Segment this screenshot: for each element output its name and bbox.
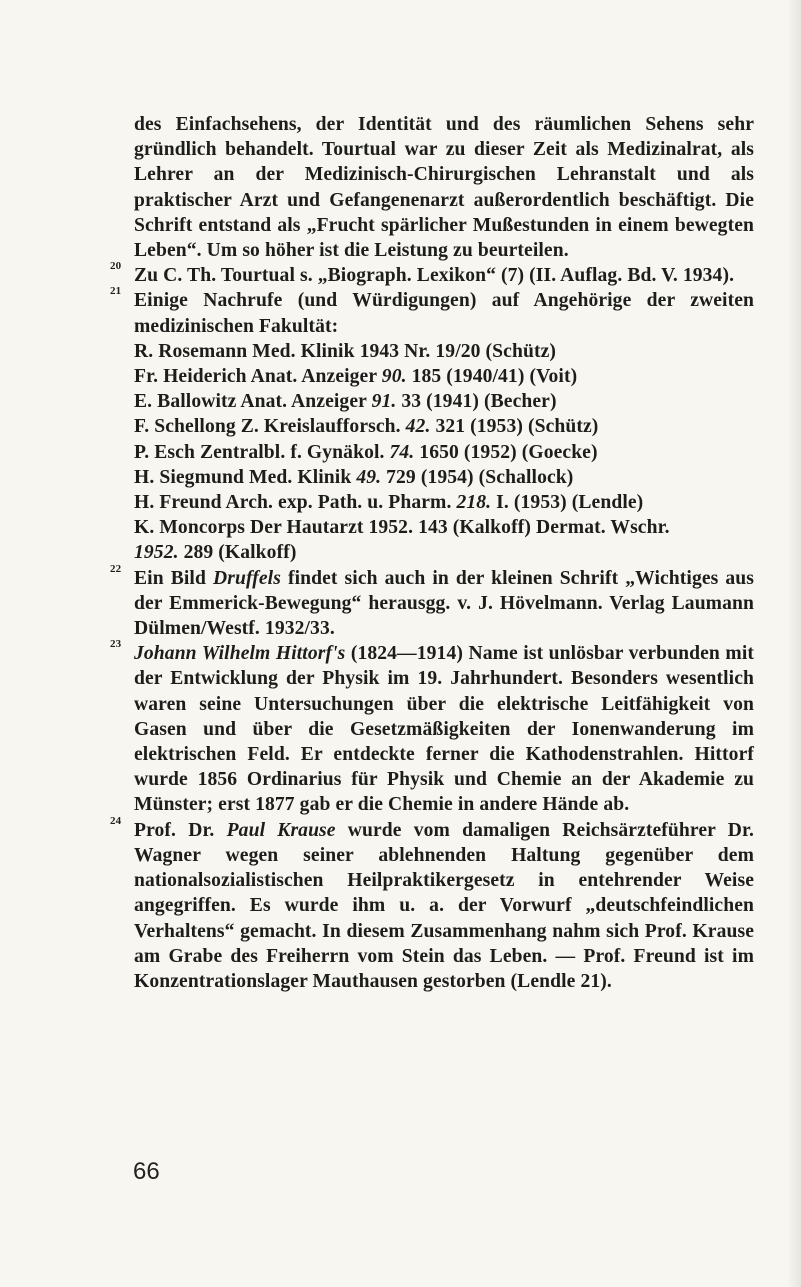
footnote-20 [110,260,754,288]
footnote-number: 22 [110,562,122,575]
reference-line: P. Esch Zentralbl. f. Gynäkol. 74. 1650 (1952) (Goecke) [134,441,598,463]
footnote-24: 24 Prof. Dr. Paul Krause wurde vom damaligen Reichsärzteführer Dr. Wagner wegen seiner ablehnenden Haltung gegenüber dem nationalsozialistischen Heilpraktikergesetz in entehrender Weise angegriffen. Es wurde ihm u. a. der Vorwurf „deutschfeindlichen Verhaltens“ gemacht. In diesem Zusammenhang nahm sich Prof. Krause am Grabe des Freiherrn vom Stein das Leben. — Prof. Freund ist im Konzentrationslager Mauthausen gestorben (Lendle 21). [110,814,754,992]
reference-line: Fr. Heiderich Anat. Anzeiger 90. 185 (1940/41) (Voit) [134,366,578,388]
reference-line: H. Freund Arch. exp. Path. u. Pharm. 218. I. (1953) (Lendle) [134,492,644,514]
footnote-number: 20 [110,260,122,273]
footnote-text: Zu C. Th. Tourtual s. „Biograph. Lexikon“ (7) (II. Auflag. Bd. V. 1934). [134,265,735,287]
footnote-22: 22 Ein Bild Druffels findet sich auch in der kleinen Schrift „Wichtiges aus der Emmerick-Bewegung“ herausgg. v. J. Hövelmann. Verlag Laumann Dülmen/Westf. 1932/33. [110,562,754,640]
reference-line: R. Rosemann Med. Klinik 1943 Nr. 19/20 (Schütz) [134,340,556,362]
page-number: 66 [133,1158,160,1185]
reference-line: H. Siegmund Med. Klinik 49. 729 (1954) (Schallock) [134,466,574,488]
reference-line: F. Schellong Z. Kreislaufforsch. 42. 321 (1953) (Schütz) [134,416,599,438]
footnote-23: 23 Johann Wilhelm Hittorf's (1824—1914) Name ist unlösbar verbunden mit der Entwicklung der Physik im 19. Jahrhundert. Besonders wesentlich waren seine Untersuchungen über die elektrische Leitfähigkeit von Gasen und über die Gesetzmäßigkeiten der Ionenwanderung im elektrischen Feld. Er entdeckte ferner die Kathodenstrahlen. Hittorf wurde 1856 Ordinarius für Physik und Chemie an der Akademie zu Münster; erst 1877 gab er die Chemie in andere Hände ab. [110,638,755,816]
footnote-21 [110,285,754,565]
reference-line: E. Ballowitz Anat. Anzeiger 91. 33 (1941) (Becher) [134,391,557,413]
intro-paragraph: des Einfachsehens, der Identität und des räumlichen Sehens sehr gründlich behandelt. Tourtual war zu dieser Zeit als Medizinalrat, als Lehrer an der Medizinisch-Chirurgischen Lehranstalt und als praktischer Arzt und Gefangenenarzt außerordentlich beschäftigt. Die Schrift entstand als „Frucht spärlicher Mußestunden in einem bewegten Leben“. Um so höher ist die Leistung zu beurteilen. [134,114,754,262]
reference-line: K. Moncorps Der Hautarzt 1952. 143 (Kalkoff) Dermat. Wschr. [134,517,670,539]
body-text [110,112,755,994]
footnote-number: 23 [110,638,122,651]
footnote-number: 21 [110,285,122,298]
reference-line: 1952. 289 (Kalkoff) [134,542,297,564]
footnote-intro: Einige Nachrufe (und Würdigungen) auf Angehörige der zweiten medizinischen Fakultät: [134,290,754,337]
footnote-number: 24 [110,814,122,827]
page-edge-shadow [789,0,801,1287]
